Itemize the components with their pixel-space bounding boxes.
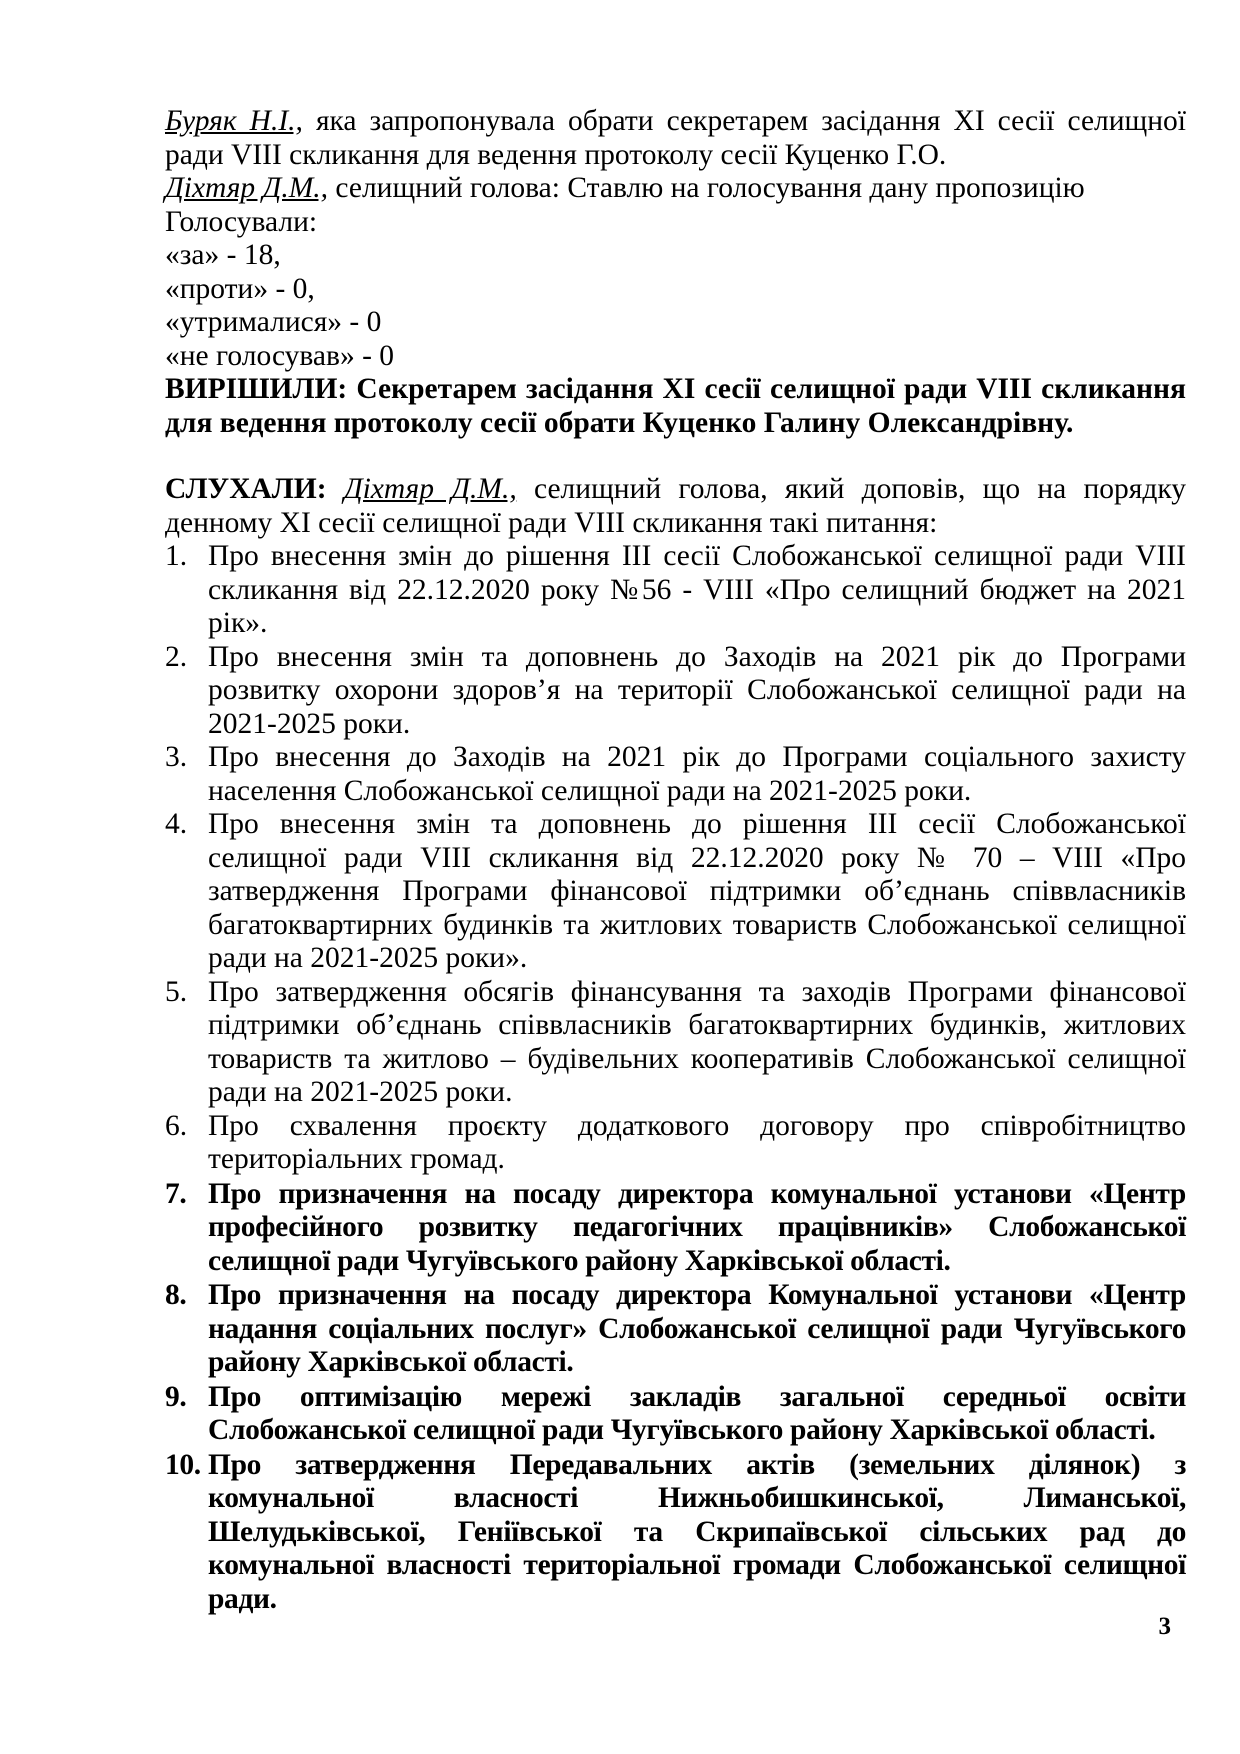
votes-against: «проти» - 0, [165,272,315,305]
agenda-item-number: 7. [165,1177,187,1210]
heard-paragraph [165,473,1186,540]
agenda-item-text: Про внесення до Заходів на 2021 рік до Програми соціального захисту населення Слобожанської селищної ради на 2021-2025 роки. [208,741,1186,807]
heard-label: СЛУХАЛИ: [165,473,327,505]
decision-label: ВИРІШИЛИ: [165,373,348,405]
agenda-item [165,741,1186,808]
agenda-item [165,1279,1186,1380]
agenda-item-number: 5. [165,975,188,1008]
agenda-item-text: Про затвердження Передавальних актів (земельних ділянок) з комунальної власності Нижньобишкинської, Лиманської, Шелудьківської, Геніївської та Скрипаївської сільських рад до комунальної власності територіальної громади Слобожанської селищної ради. [208,1448,1186,1615]
agenda-item-text: Про призначення на посаду директора комунальної установи «Центр професійного розвитку педагогічних працівників» Слобожанської селищної ради Чугуївського району Харківської області. [208,1177,1186,1277]
agenda-item-number: 9. [165,1380,187,1413]
agenda-item-number: 3. [165,741,188,773]
speaker-name: Буряк Н.І., [165,105,303,137]
spacer [165,440,1186,473]
paragraph-text: яка запропонувала обрати секретарем засідання XI сесії селищної ради VIII скликання для ведення протоколу сесії Куценко Г.О. [165,105,1186,171]
speaker-name: Діхтяр Д.М., [165,172,329,204]
agenda-item-text: Про схвалення проєкту додаткового договору про співробітництво територіальних громад. [208,1109,1186,1175]
agenda-item-number: 10. [165,1448,201,1481]
agenda-list [165,540,1186,1616]
agenda-item-number: 6. [165,1109,188,1142]
paragraph-text: селищний голова: Ставлю на голосування дану пропозицію [328,172,1085,204]
agenda-item [165,540,1186,641]
speaker-name: Діхтяр Д.М., [343,473,517,505]
decision-text: Секретарем засідання XI сесії селищної ради VIII скликання для ведення протоколу сесії обрати Куценко Галину Олександрівну. [165,373,1186,439]
votes-abstain: «утрималися» - 0 [165,306,382,338]
agenda-item [165,976,1186,1110]
heard-text: селищний голова, який доповів, що на порядку денному XI сесії селищної ради VIII скликання такі питання: [165,473,1186,539]
agenda-item [165,808,1186,976]
agenda-item-text: Про внесення змін до рішення ІІІ сесії Слобожанської селищної ради VIII скликання від 22.12.2020 року №56 - VIII «Про селищний бюджет на 2021 рік». [208,540,1186,639]
votes-not-voted: «не голосував» - 0 [165,339,395,372]
agenda-item [165,641,1186,742]
secretary-proposal-paragraph [165,105,1186,172]
agenda-item-text: Про внесення змін та доповнень до Заходів на 2021 рік до Програми розвитку охорони здоров’я на території Слобожанської селищної ради на 2021-2025 роки. [208,640,1186,740]
decision-paragraph [165,373,1186,440]
document-page [165,105,1186,1617]
agenda-item-text: Про затвердження обсягів фінансування та заходів Програми фінансової підтримки об’єднань співвласників багатоквартирних будинків, житлових товариств та житлово – будівельних кооперативів Слобожанської селищної ради на 2021-2025 роки. [208,975,1186,1108]
votes-header: Голосували: [165,205,318,238]
agenda-item [165,1110,1186,1177]
agenda-item-number: 8. [165,1279,187,1311]
agenda-item [165,1449,1186,1617]
page-number: 3 [1158,1613,1171,1640]
agenda-item [165,1178,1186,1279]
agenda-item-number: 1. [165,540,188,572]
agenda-item-text: Про призначення на посаду директора Комунальної установи «Центр надання соціальних послуг» Слобожанської селищної ради Чугуївського району Харківської області. [208,1279,1186,1378]
agenda-item-number: 2. [165,640,188,673]
agenda-item-text: Про оптимізацію мережі закладів загальної середньої освіти Слобожанської селищної ради Чугуївського району Харківської області. [208,1380,1186,1446]
votes-for: «за» - 18, [165,239,281,271]
agenda-item-text: Про внесення змін та доповнень до рішення ІІІ сесії Слобожанської селищної ради VIII скликання від 22.12.2020 року № 70 – VIII «Про затвердження Програми фінансової підтримки об’єднань співвласників багатоквартирних будинків та житлових товариств Слобожанської селищної ради на 2021-2025 роки». [208,808,1186,974]
chairman-vote-call-paragraph [165,172,1186,206]
agenda-item-number: 4. [165,808,188,840]
agenda-item [165,1381,1186,1448]
